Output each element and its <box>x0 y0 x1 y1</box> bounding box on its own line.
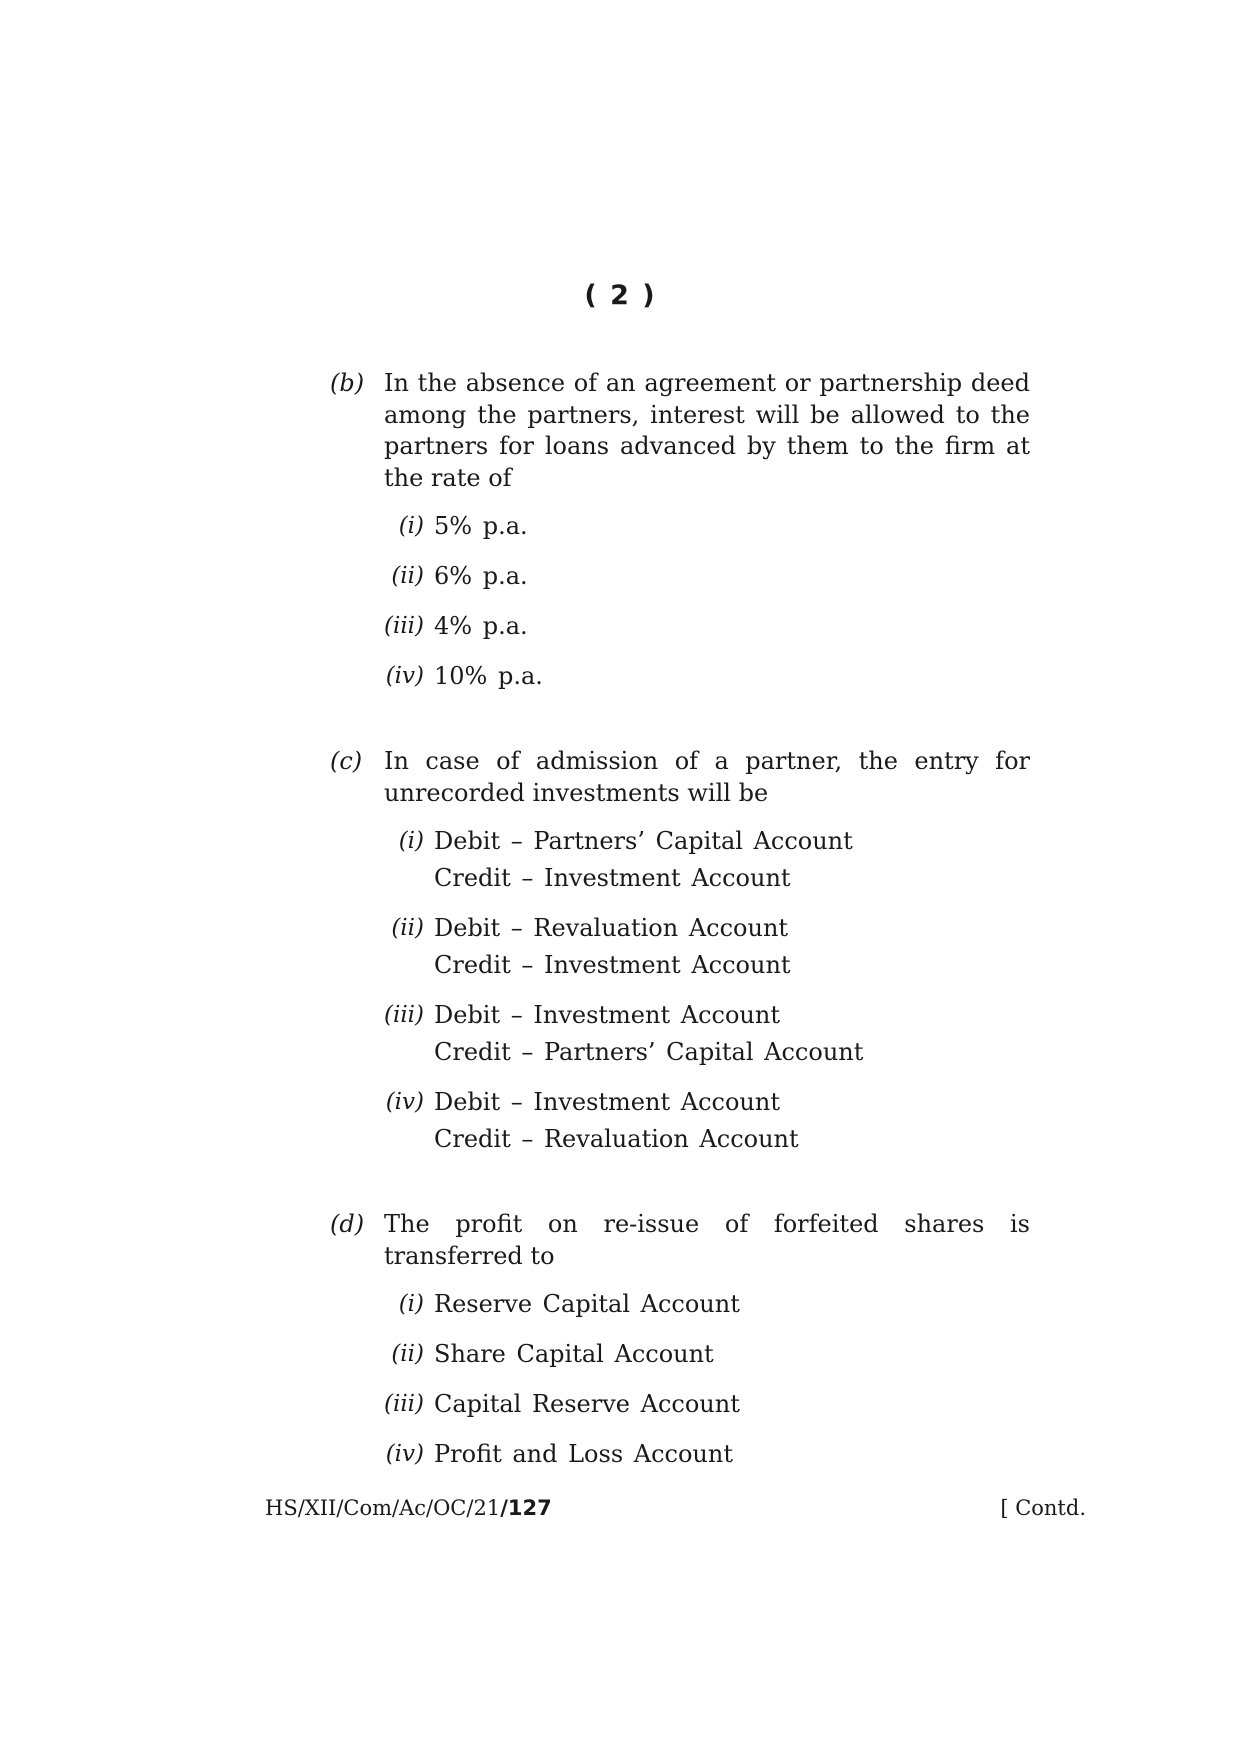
option-text: 6% p.a. <box>434 562 528 590</box>
question-label: (c) <box>330 747 363 775</box>
option-text: Reserve Capital Account <box>434 1290 740 1318</box>
question-c <box>330 746 1030 1171</box>
option-item <box>384 1386 1030 1423</box>
option-debit-line: Debit – Investment Account <box>434 1088 780 1116</box>
page-number: ( 2 ) <box>584 280 657 311</box>
option-label: (i) <box>398 513 424 539</box>
option-text: 10% p.a. <box>434 662 543 690</box>
question-label: (d) <box>330 1210 365 1238</box>
option-item <box>384 997 1030 1071</box>
option-label: (i) <box>398 1291 424 1317</box>
option-label: (ii) <box>391 1341 424 1367</box>
option-label: (iii) <box>383 1002 424 1028</box>
option-text: 4% p.a. <box>434 612 528 640</box>
option-label: (iii) <box>383 1391 424 1417</box>
options-list <box>384 823 1030 1158</box>
continued-marker: [ Contd. <box>1000 1496 1086 1520</box>
option-debit-line: Debit – Revaluation Account <box>434 914 789 942</box>
option-text: Capital Reserve Account <box>434 1390 740 1418</box>
option-label: (iv) <box>385 1089 424 1115</box>
option-text: Share Capital Account <box>434 1340 714 1368</box>
option-label: (i) <box>398 828 424 854</box>
question-label: (b) <box>330 369 365 397</box>
options-list <box>384 508 1030 695</box>
paper-code-number: /127 <box>500 1496 552 1520</box>
option-item <box>384 508 1030 545</box>
paper-code <box>265 1496 552 1520</box>
option-credit-line: Credit – Investment Account <box>434 864 791 892</box>
option-text: Profit and Loss Account <box>434 1440 733 1468</box>
question-text: In case of admission of a partner, the entry for unrecorded investments will be <box>384 747 1030 807</box>
option-label: (iv) <box>385 1441 424 1467</box>
option-debit-line: Debit – Partners’ Capital Account <box>434 827 853 855</box>
option-label: (iv) <box>385 663 424 689</box>
question-b <box>330 368 1030 708</box>
option-item <box>384 1286 1030 1323</box>
option-item <box>384 608 1030 645</box>
option-credit-line: Credit – Revaluation Account <box>434 1125 799 1153</box>
options-list <box>384 1286 1030 1473</box>
option-credit-line: Credit – Partners’ Capital Account <box>434 1038 864 1066</box>
question-d <box>330 1209 1030 1486</box>
option-label: (ii) <box>391 915 424 941</box>
option-item <box>384 658 1030 695</box>
option-credit-line: Credit – Investment Account <box>434 951 791 979</box>
question-text: In the absence of an agreement or partnership deed among the partners, interest will be allowed to the partners for loans advanced by them to the firm at the rate of <box>384 369 1030 492</box>
option-item <box>384 823 1030 897</box>
option-item <box>384 1336 1030 1373</box>
option-item <box>384 558 1030 595</box>
option-item <box>384 910 1030 984</box>
option-label: (ii) <box>391 563 424 589</box>
option-label: (iii) <box>383 613 424 639</box>
option-text: 5% p.a. <box>434 512 528 540</box>
option-item <box>384 1436 1030 1473</box>
option-debit-line: Debit – Investment Account <box>434 1001 780 1029</box>
option-item <box>384 1084 1030 1158</box>
question-text: The profit on re-issue of forfeited shares is transferred to <box>384 1210 1030 1270</box>
paper-code-prefix: HS/XII/Com/Ac/OC/21 <box>265 1496 501 1520</box>
